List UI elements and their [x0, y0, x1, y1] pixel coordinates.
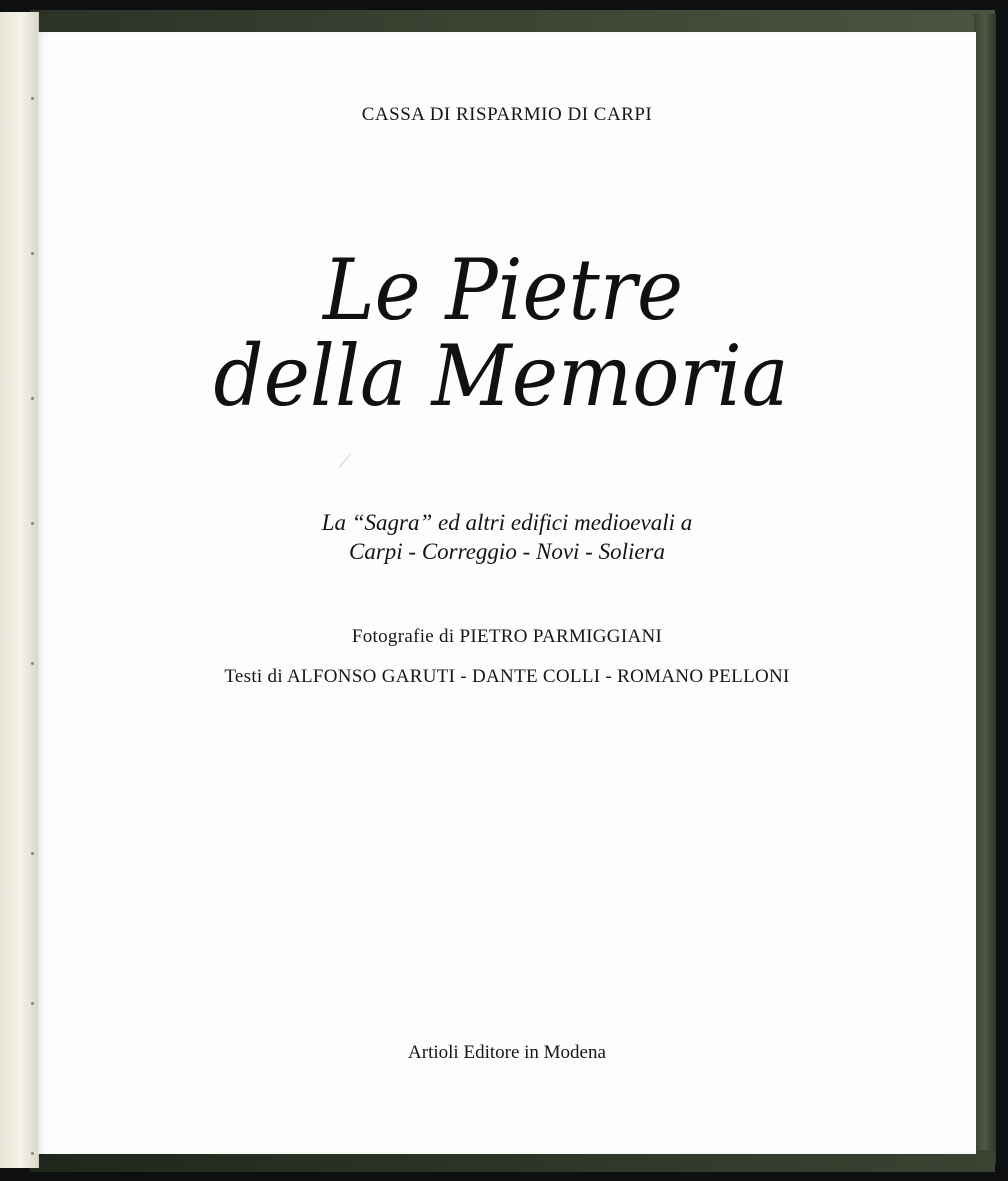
- binding-stitch: [31, 97, 34, 100]
- book-cover-right-edge: [974, 14, 996, 1164]
- photo-credit: Fotografie di PIETRO PARMIGGIANI: [351, 626, 663, 647]
- binding-stitch: [31, 397, 34, 400]
- title-page: [38, 32, 976, 1154]
- binding-stitch: [31, 252, 34, 255]
- subtitle: [38, 508, 976, 566]
- book-cover-top-edge: [30, 10, 995, 32]
- publisher-heading: CASSA DI RISPARMIO DI CARPI: [361, 104, 653, 125]
- texts-credit: Testi di ALFONSO GARUTI - DANTE COLLI - ROMANO PELLONI: [224, 666, 790, 687]
- binding-stitch: [31, 852, 34, 855]
- binding-stitch: [31, 1002, 34, 1005]
- title-line-1: Le Pietre: [321, 241, 683, 339]
- title-line-2: della Memoria: [213, 327, 789, 425]
- binding-stitch: [31, 662, 34, 665]
- subtitle-line-2: Carpi - Correggio - Novi - Soliera: [348, 539, 666, 564]
- binding-stitch: [31, 1152, 34, 1155]
- publisher-imprint: Artioli Editore in Modena: [408, 1042, 606, 1063]
- subtitle-line-1: La “Sagra” ed altri edifici medioevali a: [321, 510, 693, 535]
- binding-stitch: [31, 522, 34, 525]
- book-title: [38, 227, 976, 457]
- book-spine: [0, 12, 39, 1168]
